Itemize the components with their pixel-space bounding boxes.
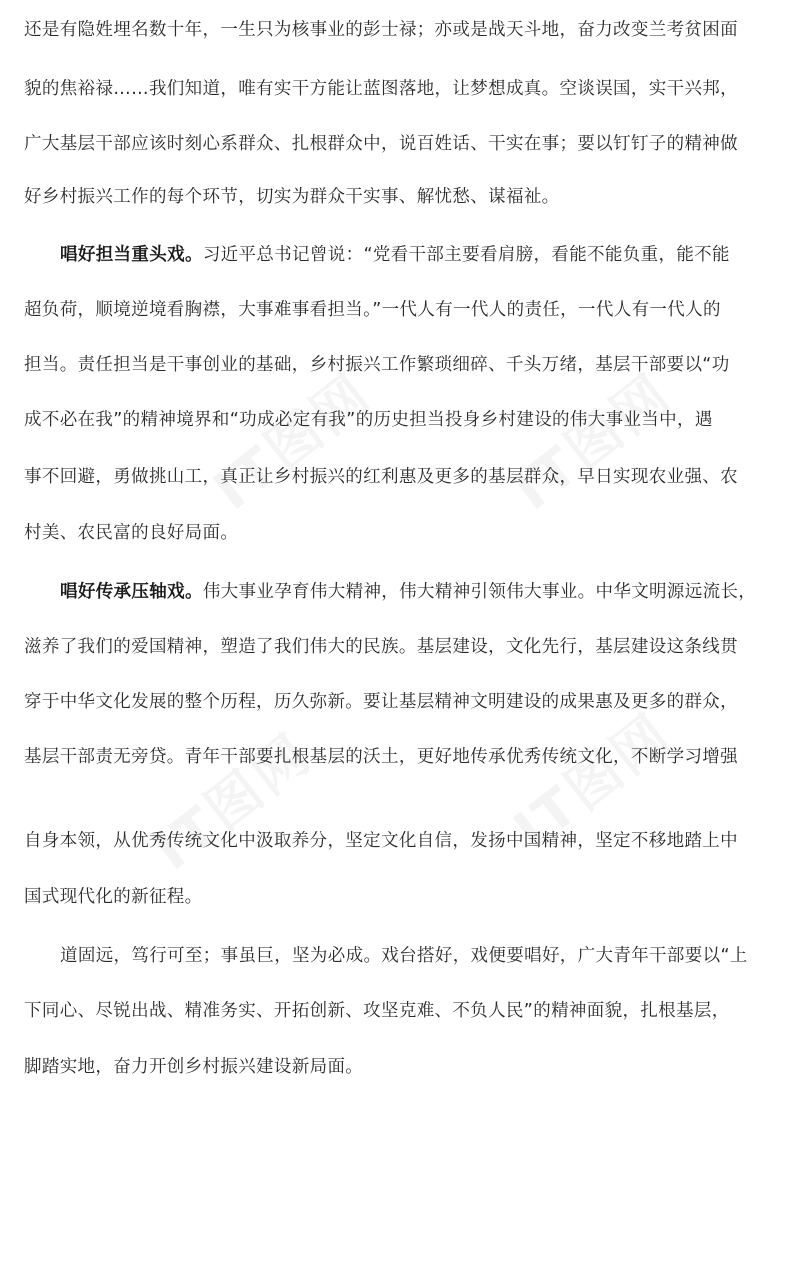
text-line: 超负荷，顺境逆境看胸襟，大事难事看担当。”一代人有一代人的责任，一代人有一代人的: [24, 300, 721, 320]
text-line: 下同心、尽锐出战、精准务实、开拓创新、攻坚克难、不负人民”的精神面貌，扎根基层，: [24, 1001, 730, 1021]
text-line: 国式现代化的新征程。: [24, 887, 203, 907]
text-line: 好乡村振兴工作的每个环节，切实为群众干实事、解忧愁、谋福祉。: [24, 187, 560, 207]
text-line: 脚踏实地，奋力开创乡村振兴建设新局面。: [24, 1057, 364, 1077]
paragraph-first-line: 道固远，笃行可至；事虽巨，坚为必成。戏台搭好，戏便要唱好，广大青年干部要以“上: [60, 946, 748, 966]
section-heading-chuancheng: 唱好传承压轴戏。: [60, 582, 203, 602]
text-line: 滋养了我们的爱国精神，塑造了我们伟大的民族。基层建设，文化先行，基层建设这条线贯: [24, 637, 738, 657]
watermark: [195, 352, 385, 524]
text-line: 广大基层干部应该时刻心系群众、扎根群众中，说百姓话、干实在事；要以钉钉子的精神做: [24, 134, 738, 154]
watermark: [495, 352, 685, 524]
section-heading-dandang: 唱好担当重头戏。: [60, 245, 203, 265]
paragraph-first-line: [60, 580, 756, 604]
text-run: 伟大事业孕育伟大精神，伟大精神引领伟大事业。中华文明源远流长，: [202, 582, 757, 602]
text-line: 成不必在我”的精神境界和“功成必定有我”的历史担当投身乡村建设的伟大事业当中，遇: [24, 410, 713, 430]
text-line: 自身本领，从优秀传统文化中汲取养分，坚定文化自信，发扬中国精神，坚定不移地踏上中: [24, 831, 738, 851]
text-line: 穿于中华文化发展的整个历程，历久弥新。要让基层精神文明建设的成果惠及更多的群众，: [24, 692, 738, 712]
text-line: 村美、农民富的良好局面。: [24, 523, 239, 543]
paragraph-first-line: [60, 243, 730, 267]
text-line: 还是有隐姓埋名数十年，一生只为核事业的彭士禄；亦或是战天斗地，奋力改变兰考贫困面: [24, 20, 738, 40]
text-line: 担当。责任担当是干事创业的基础，乡村振兴工作繁琐细碎、千头万绪，基层干部要以“功: [24, 355, 730, 375]
text-line: 基层干部责无旁贷。青年干部要扎根基层的沃土，更好地传承优秀传统文化，不断学习增强: [24, 747, 738, 767]
text-line: 事不回避，勇做挑山工，真正让乡村振兴的红利惠及更多的基层群众，早日实现农业强、农: [24, 467, 738, 487]
text-line: 貌的焦裕禄……我们知道，唯有实干方能让蓝图落地，让梦想成真。空谈误国，实干兴邦，: [24, 79, 738, 99]
text-run: 习近平总书记曾说：“党看干部主要看肩膀，看能不能负重，能不能: [202, 245, 730, 265]
watermark: [135, 712, 325, 884]
